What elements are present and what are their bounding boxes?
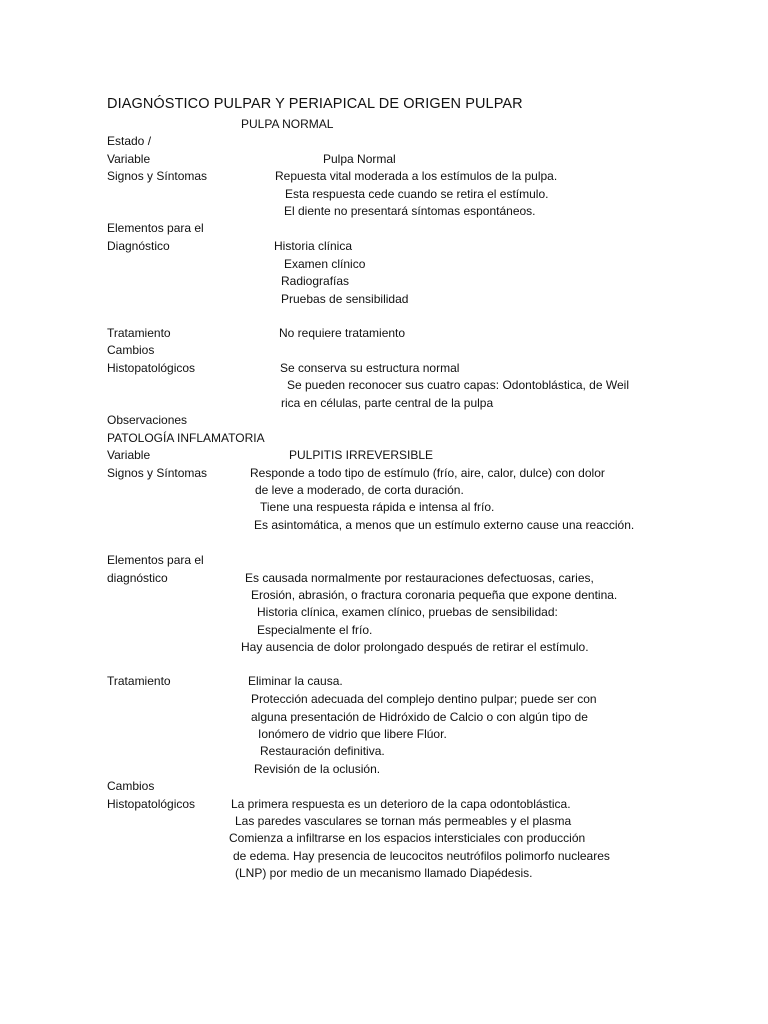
tratamiento-line: Protección adecuada del complejo dentino pulpar; puede ser con: [251, 692, 597, 706]
tratamiento-text: No requiere tratamiento: [279, 326, 406, 340]
cambios-line: (LNP) por medio de un mecanismo llamado Diapédesis.: [235, 866, 533, 880]
cambios-label: Cambios: [107, 779, 155, 793]
tratamiento-line: Revisión de la oclusión.: [254, 762, 381, 776]
elementos-line: Radiografías: [281, 274, 350, 288]
cambios-line: La primera respuesta es un deterioro de la capa odontoblástica.: [231, 797, 571, 811]
cambios-line: Comienza a infiltrarse en los espacios intersticiales con producción: [229, 831, 586, 845]
elementos-line: Erosión, abrasión, o fractura coronaria pequeña que expone dentina.: [251, 588, 618, 602]
elementos-line: Hay ausencia de dolor prolongado después de retirar el estímulo.: [241, 640, 589, 654]
estado-label: Estado /: [107, 134, 152, 148]
cambios-line: Se conserva su estructura normal: [280, 361, 460, 375]
signos-label: Signos y Síntomas: [107, 169, 208, 183]
elementos-line: Historia clínica, examen clínico, pruebas de sensibilidad:: [257, 605, 558, 619]
elementos-line: Especialmente el frío.: [257, 623, 373, 637]
tratamiento-line: Eliminar la causa.: [248, 674, 343, 688]
elementos-line: Es causada normalmente por restauraciones defectuosas, caries,: [245, 571, 594, 585]
observaciones-label: Observaciones: [107, 413, 188, 427]
tratamiento-label: Tratamiento: [107, 326, 171, 340]
variable-label: Variable: [107, 448, 151, 462]
cambios-line: Se pueden reconocer sus cuatro capas: Odontoblástica, de Weil: [287, 378, 629, 392]
variable-label: Variable: [107, 152, 151, 166]
signos-label: Signos y Síntomas: [107, 466, 208, 480]
column-header-pulpitis: PULPITIS IRREVERSIBLE: [289, 448, 434, 462]
elementos-line: Historia clínica: [274, 239, 353, 253]
elementos-label: Elementos para el: [107, 221, 204, 235]
section-heading-pulpa-normal: PULPA NORMAL: [241, 117, 334, 131]
cambios-line: rica en células, parte central de la pulpa: [281, 396, 494, 410]
elementos-label: Diagnóstico: [107, 239, 170, 253]
signos-line: de leve a moderado, de corta duración.: [255, 483, 464, 497]
cambios-label: Histopatológicos: [107, 797, 196, 811]
signos-line: Responde a todo tipo de estímulo (frío, aire, calor, dulce) con dolor: [250, 466, 605, 480]
signos-line: Repuesta vital moderada a los estímulos de la pulpa.: [275, 169, 558, 183]
signos-line: Tiene una respuesta rápida e intensa al frío.: [260, 500, 495, 514]
tratamiento-line: Restauración definitiva.: [260, 744, 385, 758]
document-title: DIAGNÓSTICO PULPAR Y PERIAPICAL DE ORIGEN PULPAR: [107, 96, 523, 112]
column-header-pulpa-normal: Pulpa Normal: [323, 152, 396, 166]
cambios-line: Las paredes vasculares se tornan más permeables y el plasma: [235, 814, 572, 828]
cambios-label: Cambios: [107, 343, 155, 357]
signos-line: Es asintomática, a menos que un estímulo externo cause una reacción.: [254, 518, 635, 532]
section-heading-patologia: PATOLOGÍA INFLAMATORIA: [107, 431, 265, 445]
elementos-line: Pruebas de sensibilidad: [281, 292, 409, 306]
tratamiento-line: alguna presentación de Hidróxido de Calcio o con algún tipo de: [251, 710, 588, 724]
tratamiento-label: Tratamiento: [107, 674, 171, 688]
elementos-line: Examen clínico: [284, 257, 366, 271]
signos-line: El diente no presentará síntomas espontáneos.: [284, 204, 536, 218]
cambios-label: Histopatológicos: [107, 361, 196, 375]
cambios-line: de edema. Hay presencia de leucocitos neutrófilos polimorfo nucleares: [233, 849, 610, 863]
signos-line: Esta respuesta cede cuando se retira el estímulo.: [285, 187, 549, 201]
elementos-label: diagnóstico: [107, 571, 168, 585]
elementos-label: Elementos para el: [107, 553, 204, 567]
tratamiento-line: Ionómero de vidrio que libere Flúor.: [258, 727, 447, 741]
